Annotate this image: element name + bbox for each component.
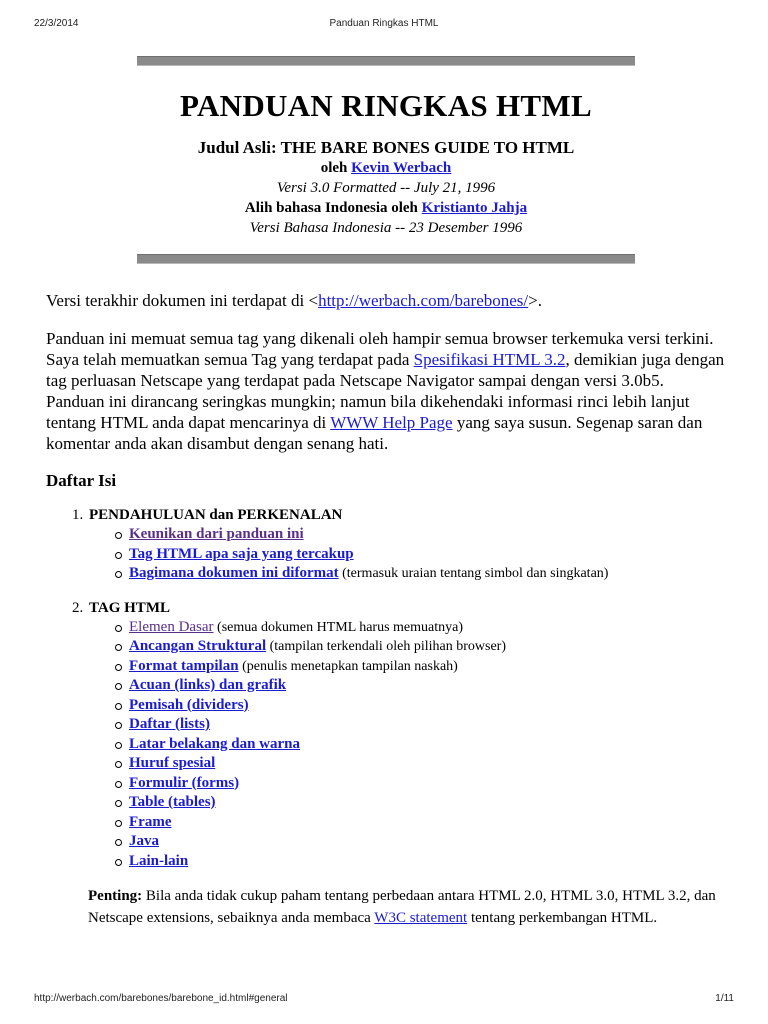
toc-link-special-characters[interactable]: Huruf spesial xyxy=(129,755,216,771)
toc-link-structural[interactable]: Ancangan Struktural xyxy=(129,638,267,654)
section-title-main: TAG HTML xyxy=(89,599,170,616)
toc-sublist xyxy=(89,525,726,584)
latest-suffix: >. xyxy=(528,291,542,310)
list-item xyxy=(129,832,726,852)
toc-section-title xyxy=(89,598,726,618)
note-text-2: tentang perkembangan HTML. xyxy=(467,910,658,926)
note-label: Penting: xyxy=(88,888,143,904)
latest-prefix: Versi terakhir dokumen ini terdapat di < xyxy=(46,291,319,310)
toc-link-misc[interactable]: Lain-lain xyxy=(129,852,189,869)
important-note xyxy=(88,885,726,929)
toc-link-formatting[interactable]: Bagimana dokumen ini diformat xyxy=(129,565,339,581)
author-prefix: oleh xyxy=(320,160,352,176)
page-number: 1/11 xyxy=(715,993,734,1004)
html32-spec-link[interactable]: Spesifikasi HTML 3.2 xyxy=(413,350,566,369)
original-title: Judul Asli: THE BARE BONES GUIDE TO HTML xyxy=(197,138,575,157)
print-title: Panduan Ringkas HTML xyxy=(329,18,439,29)
horizontal-rule-bottom xyxy=(137,254,635,264)
list-item xyxy=(129,793,726,813)
list-item xyxy=(129,754,726,774)
translator-line xyxy=(46,198,726,218)
translator-prefix: Alih bahasa Indonesia oleh xyxy=(244,200,422,216)
indo-version-line: Versi Bahasa Indonesia -- 23 Desember 1996 xyxy=(249,220,523,236)
list-item xyxy=(129,657,726,677)
toc-link-tables[interactable]: Table (tables) xyxy=(129,794,216,810)
www-help-page-link[interactable]: WWW Help Page xyxy=(330,413,453,432)
latest-version-paragraph xyxy=(46,290,726,311)
list-item xyxy=(129,545,726,565)
toc-link-forms[interactable]: Formulir (forms) xyxy=(129,774,240,791)
author-line xyxy=(46,158,726,178)
toc-item-note: (termasuk uraian tentang simbol dan singkatan) xyxy=(338,566,609,581)
page-title: PANDUAN RINGKAS HTML xyxy=(180,88,592,123)
toc-link-links-graphics[interactable]: Acuan (links) dan grafik xyxy=(129,677,287,693)
list-item xyxy=(129,637,726,657)
w3c-statement-link[interactable]: W3C statement xyxy=(374,910,468,926)
translator-link[interactable]: Kristianto Jahja xyxy=(421,200,528,216)
toc-heading: Daftar Isi xyxy=(46,471,117,490)
toc-link-uniqueness[interactable]: Keunikan dari panduan ini xyxy=(129,526,304,542)
toc-link-tags-covered[interactable]: Tag HTML apa saja yang tercakup xyxy=(129,545,354,562)
toc-link-lists[interactable]: Daftar (lists) xyxy=(129,716,210,732)
toc-section-title xyxy=(89,505,726,525)
section-title-main: PENDAHULUAN xyxy=(89,507,206,523)
toc-link-backgrounds[interactable]: Latar belakang dan warna xyxy=(129,735,301,752)
toc-item-note: (penulis menetapkan tampilan naskah) xyxy=(238,658,458,674)
barebones-link[interactable]: http://werbach.com/barebones/ xyxy=(318,291,529,310)
section-title-rest: dan PERKENALAN xyxy=(205,507,343,523)
intro-text-2: , demikian juga dengan tag perluasan Netscape yang terdapat pada Netscape Navigator sampai dengan versi 3.0b5. Panduan ini dirancang seringkas mungkin; namun bila dikehendaki informasi rinci lebih lanjut tentang HTML anda dapat mencarinya di xyxy=(46,350,725,432)
toc-link-dividers[interactable]: Pemisah (dividers) xyxy=(129,696,249,713)
list-item xyxy=(129,525,726,545)
list-item xyxy=(129,852,726,872)
list-item xyxy=(129,813,726,833)
list-item xyxy=(129,696,726,716)
toc-item-note: (tampilan terkendali oleh pilihan browser) xyxy=(266,639,506,654)
intro-paragraph xyxy=(46,328,726,454)
toc-section-html-tags xyxy=(87,598,726,872)
toc-link-java[interactable]: Java xyxy=(129,833,159,849)
toc-link-presentation[interactable]: Format tampilan xyxy=(129,657,239,674)
list-item xyxy=(129,618,726,638)
table-of-contents xyxy=(46,505,726,871)
document-content xyxy=(46,56,726,929)
list-item xyxy=(129,564,726,584)
toc-sublist xyxy=(89,618,726,872)
version-line: Versi 3.0 Formatted -- July 21, 1996 xyxy=(276,180,496,196)
note-text-1: Bila anda tidak cukup paham tentang perbedaan antara HTML 2.0, HTML 3.0, HTML 3.2, dan Netscape extensions, sebaiknya anda membaca xyxy=(88,888,716,926)
horizontal-rule-top xyxy=(137,56,635,66)
toc-link-basic-elements[interactable]: Elemen Dasar xyxy=(129,618,214,635)
toc-section-introduction xyxy=(87,505,726,584)
intro-text-3: yang saya susun. Segenap saran dan komentar anda akan disambut dengan senang hati. xyxy=(46,413,703,453)
print-url: http://werbach.com/barebones/barebone_id.html#general xyxy=(34,993,288,1004)
print-date: 22/3/2014 xyxy=(34,18,79,29)
author-link[interactable]: Kevin Werbach xyxy=(351,160,452,176)
list-item xyxy=(129,774,726,794)
list-item xyxy=(129,715,726,735)
toc-item-note: (semua dokumen HTML harus memuatnya) xyxy=(213,619,464,635)
list-item xyxy=(129,676,726,696)
intro-text-1: Panduan ini memuat semua tag yang dikenali oleh hampir semua browser terkemuka versi terkini. Saya telah memuatkan semua Tag yang terdapat pada xyxy=(46,329,714,369)
list-item xyxy=(129,735,726,755)
toc-link-frames[interactable]: Frame xyxy=(129,813,172,830)
